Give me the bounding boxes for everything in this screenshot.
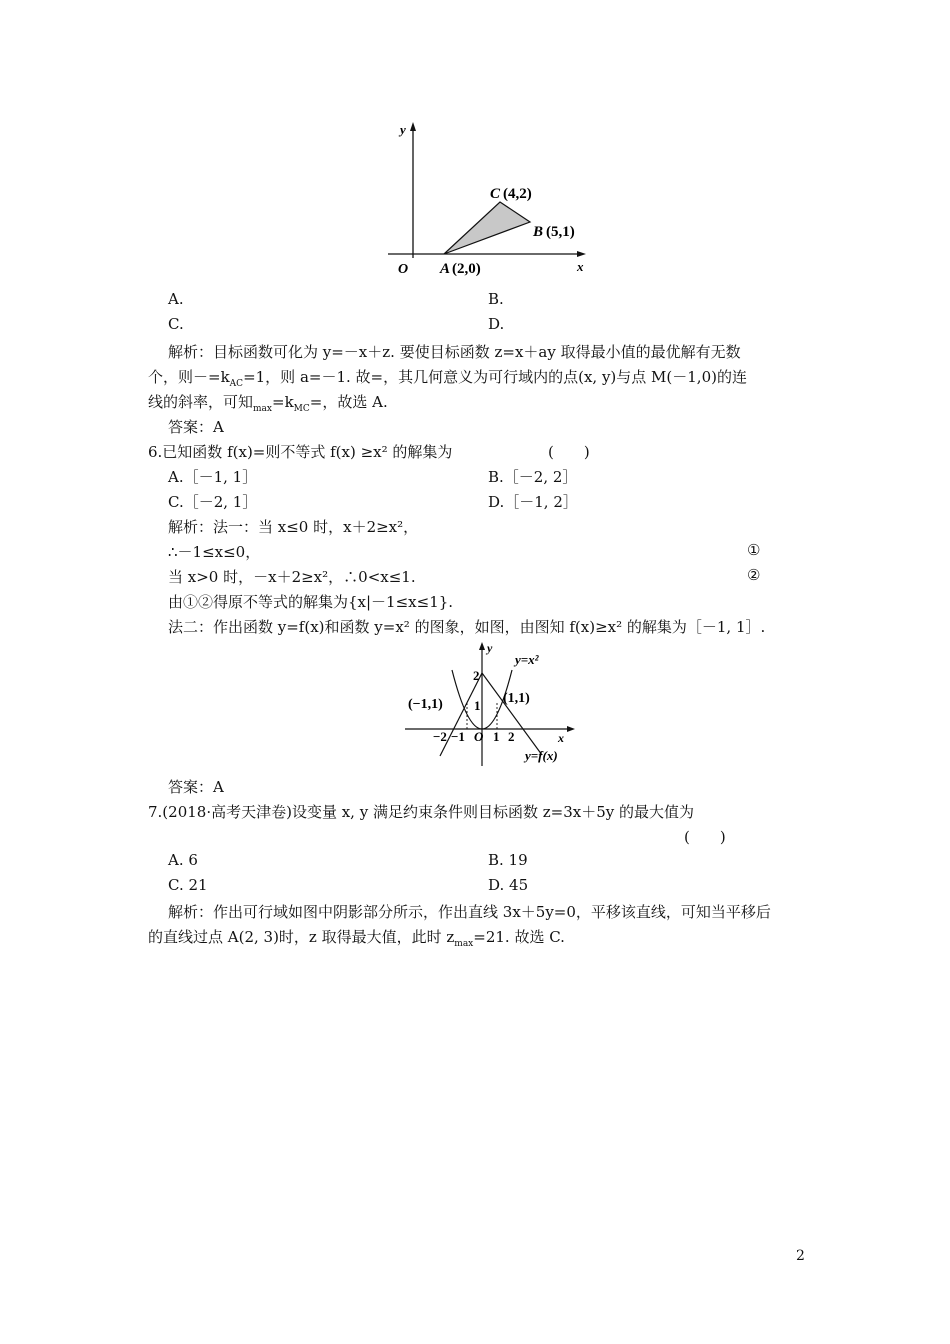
q7-option-b[interactable]: B. 19: [488, 851, 528, 869]
point-left-label: (−1,1): [408, 697, 443, 712]
x-axis-arrow: [567, 726, 575, 732]
point-c-label: C: [490, 186, 501, 202]
point-right-label: (1,1): [503, 691, 530, 706]
tick-x-1: 1: [493, 729, 500, 744]
q5-analysis-line3: 线的斜率，可知$_{max}=k_{MC}=$，故选 A.: [148, 393, 388, 414]
origin-label: O: [398, 262, 409, 277]
q6-solution-line3: 当 x>0 时，－x＋2≥x²，∴0<x≤1.: [168, 568, 416, 586]
y-axis-label: y: [487, 641, 493, 655]
q5-analysis-line1: 解析：目标函数可化为 y=－x＋z. 要使目标函数 z=x＋ay 取得最小值的最优解有无数: [168, 343, 741, 361]
tick-x-2: 2: [508, 729, 515, 744]
y-axis-arrow: [479, 642, 485, 650]
q7-solution-line1: 解析：作出可行域如图中阴影部分所示，作出直线 3x＋5y=0，平移该直线，可知当平移后: [168, 903, 771, 921]
point-b-coords: (5,1): [546, 224, 575, 240]
point-b-label: B: [533, 224, 544, 240]
q7-stem: 7.(2018·高考天津卷)设变量 x, y 满足约束条件则目标函数 z=3x＋5y 的最大值为: [148, 803, 694, 821]
figure-function-graph: [400, 640, 590, 770]
q6-option-c[interactable]: C.［－2, 1］: [168, 493, 258, 511]
parabola-label: y=x²: [515, 652, 539, 667]
point-c-coords: (4,2): [503, 186, 532, 202]
y-axis-arrow: [410, 122, 416, 131]
q5-analysis-line2: 个，则$-=k_{AC}=1$，则 a=－1. 故=，其几何意义为可行域内的点(x, y)与点 M(－1,0)的连: [148, 368, 747, 389]
tick-y-1: 1: [474, 698, 481, 713]
q7-solution-line2: 的直线过点 A(2, 3)时，z 取得最大值，此时 $z_{max}=21$. 故选 C.: [148, 928, 565, 949]
q7-option-c[interactable]: C. 21: [168, 876, 208, 894]
q5-option-c[interactable]: C.: [168, 315, 184, 333]
q5-option-a[interactable]: A.: [168, 290, 184, 308]
q6-mark-1: ①: [747, 541, 761, 559]
q6-stem: 6.已知函数 f(x)=则不等式 f(x) ≥x² 的解集为: [148, 443, 453, 461]
tick-y-2: 2: [473, 668, 480, 683]
tick-x-neg1: −1: [451, 729, 465, 744]
q6-option-d[interactable]: D.［－1, 2］: [488, 493, 578, 511]
q6-solution-line2: ∴－1≤x≤0，: [168, 543, 261, 561]
point-a-coords: (2,0): [452, 261, 481, 277]
fx-label: y=f(x): [525, 748, 558, 763]
q7-option-d[interactable]: D. 45: [488, 876, 529, 894]
figure-feasible-region: [380, 118, 600, 283]
point-a-label: A: [440, 261, 451, 277]
triangle-region: [444, 202, 530, 254]
q6-answer-paren: ( ): [548, 443, 590, 461]
q5-option-d[interactable]: D.: [488, 315, 505, 333]
q6-mark-2: ②: [747, 566, 761, 584]
q6-option-a[interactable]: A.［－1, 1］: [168, 468, 258, 486]
q7-answer-paren: ( ): [684, 828, 726, 846]
x-axis-label: x: [558, 731, 564, 745]
x-axis-label: x: [577, 259, 584, 274]
q5-answer: 答案：A: [168, 418, 224, 436]
q6-solution-line5: 法二：作出函数 y=f(x)和函数 y=x² 的图象，如图，由图知 f(x)≥x² 的解集为［－1, 1］.: [168, 618, 766, 636]
q7-option-a[interactable]: A. 6: [168, 851, 198, 869]
y-axis-label: y: [400, 122, 406, 137]
q6-solution-line4: 由①②得原不等式的解集为{x|－1≤x≤1}.: [168, 593, 454, 611]
tick-x-neg2: −2: [433, 729, 447, 744]
page-number: 2: [796, 1248, 805, 1264]
origin-label: O: [474, 729, 484, 744]
x-axis-arrow: [577, 251, 586, 257]
q6-answer: 答案：A: [168, 778, 224, 796]
q6-solution-line1: 解析：法一：当 x≤0 时，x＋2≥x²，: [168, 518, 419, 536]
q5-option-b[interactable]: B.: [488, 290, 504, 308]
q6-option-b[interactable]: B.［－2, 2］: [488, 468, 578, 486]
